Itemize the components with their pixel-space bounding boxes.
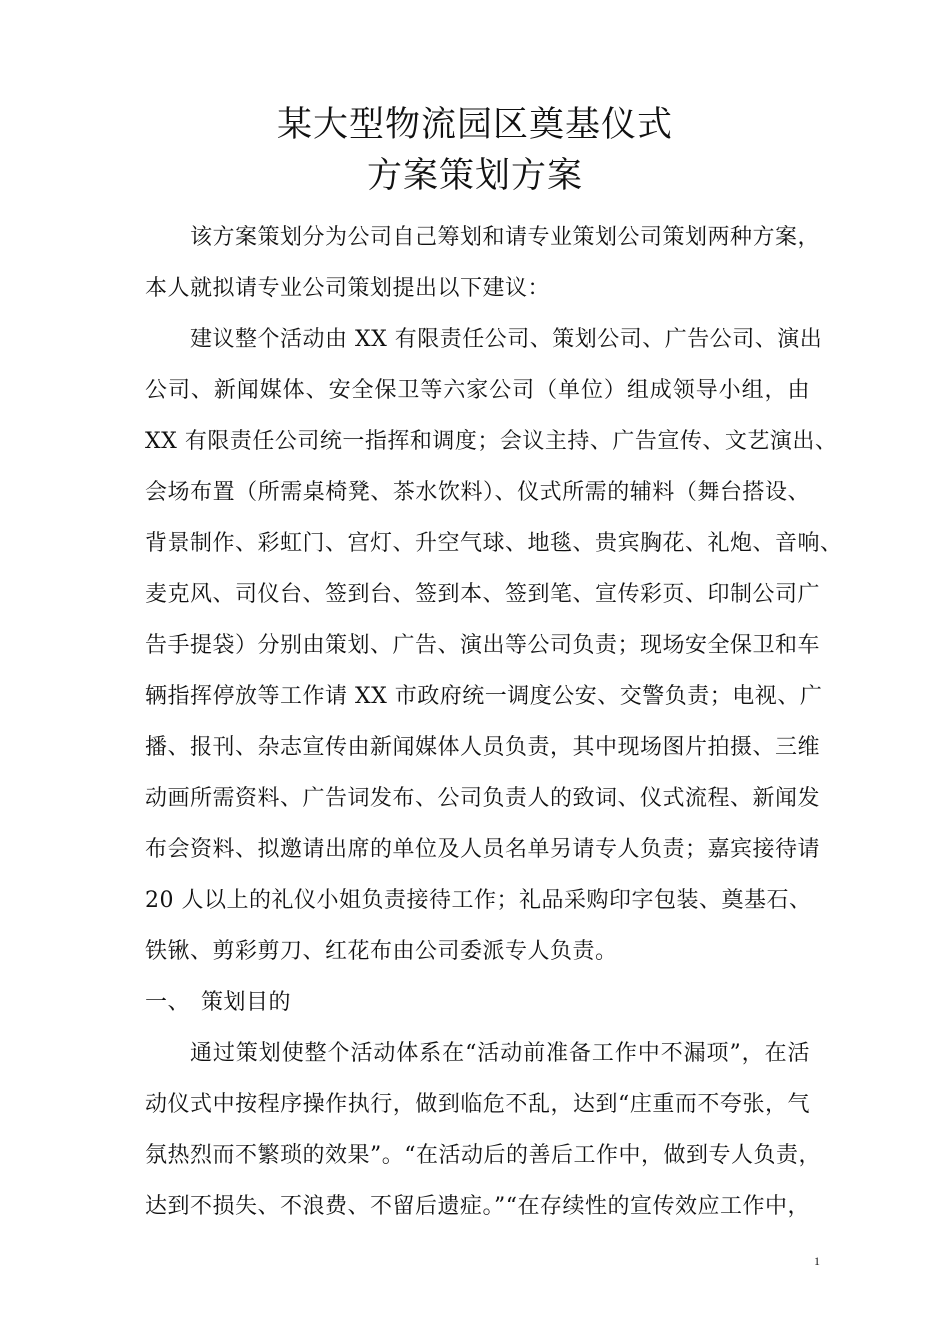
document-body xyxy=(145,212,843,1232)
paragraph-2-line: 告手提袋）分别由策划、广告、演出等公司负责；现场安全保卫和车 xyxy=(145,633,821,658)
paragraph-2-line: 建议整个活动由 XX 有限责任公司、策划公司、广告公司、演出 xyxy=(190,327,823,352)
paragraph-2-line: 动画所需资料、广告词发布、公司负责人的致词、仪式流程、新闻发 xyxy=(145,786,821,811)
paragraph-3-line: 达到不损失、不浪费、不留后遗症。”“在存续性的宣传效应工作中， xyxy=(145,1194,810,1219)
paragraph-1-line: 本人就拟请专业公司策划提出以下建议： xyxy=(145,276,551,301)
paragraph-2-line: 播、报刊、杂志宣传由新闻媒体人员负责，其中现场图片拍摄、三维 xyxy=(145,735,821,760)
section-heading xyxy=(145,977,810,1028)
section-title: 策划目的 xyxy=(201,990,292,1015)
paragraph-2-line: 铁锹、剪彩剪刀、红花布由公司委派专人负责。 xyxy=(145,939,618,964)
paragraph-2-line: 会场布置（所需桌椅凳、茶水饮料）、仪式所需的辅料（舞台搭设、 xyxy=(145,480,810,505)
paragraph-2-line: XX 有限责任公司统一指挥和调度；会议主持、广告宣传、文艺演出、 xyxy=(145,429,838,454)
paragraph-1-line: 该方案策划分为公司自己筹划和请专业策划公司策划两种方案， xyxy=(190,225,821,250)
paragraph-2-line: 公司、新闻媒体、安全保卫等六家公司（单位）组成领导小组，由 xyxy=(145,378,810,403)
paragraph-2-line: 麦克风、司仪台、签到台、签到本、签到笔、宣传彩页、印制公司广 xyxy=(145,582,821,607)
paragraph-2-line: 背景制作、彩虹门、宫灯、升空气球、地毯、贵宾胸花、礼炮、音响、 xyxy=(145,531,843,556)
paragraph-3-line: 动仪式中按程序操作执行，做到临危不乱，达到“庄重而不夸张，气 xyxy=(145,1092,810,1117)
paragraph-2-line: 布会资料、拟邀请出席的单位及人员名单另请专人负责；嘉宾接待请 xyxy=(145,837,821,862)
document-title-line-1: 某大型物流园区奠基仪式 xyxy=(276,105,673,145)
section-number: 一、 xyxy=(145,990,191,1015)
paragraph-2-line: 辆指挥停放等工作请 XX 市政府统一调度公安、交警负责；电视、广 xyxy=(145,684,823,709)
page-number: 1 xyxy=(814,1254,820,1268)
paragraph-2-line: 20 人以上的礼仪小姐负责接待工作；礼品采购印字包装、奠基石、 xyxy=(145,888,812,913)
document-title-line-2: 方案策划方案 xyxy=(366,156,583,196)
paragraph-3-line: 通过策划使整个活动体系在“活动前准备工作中不漏项”，在活 xyxy=(190,1041,810,1066)
paragraph-3-line: 氛热烈而不繁琐的效果”。“在活动后的善后工作中，做到专人负责， xyxy=(145,1143,821,1168)
